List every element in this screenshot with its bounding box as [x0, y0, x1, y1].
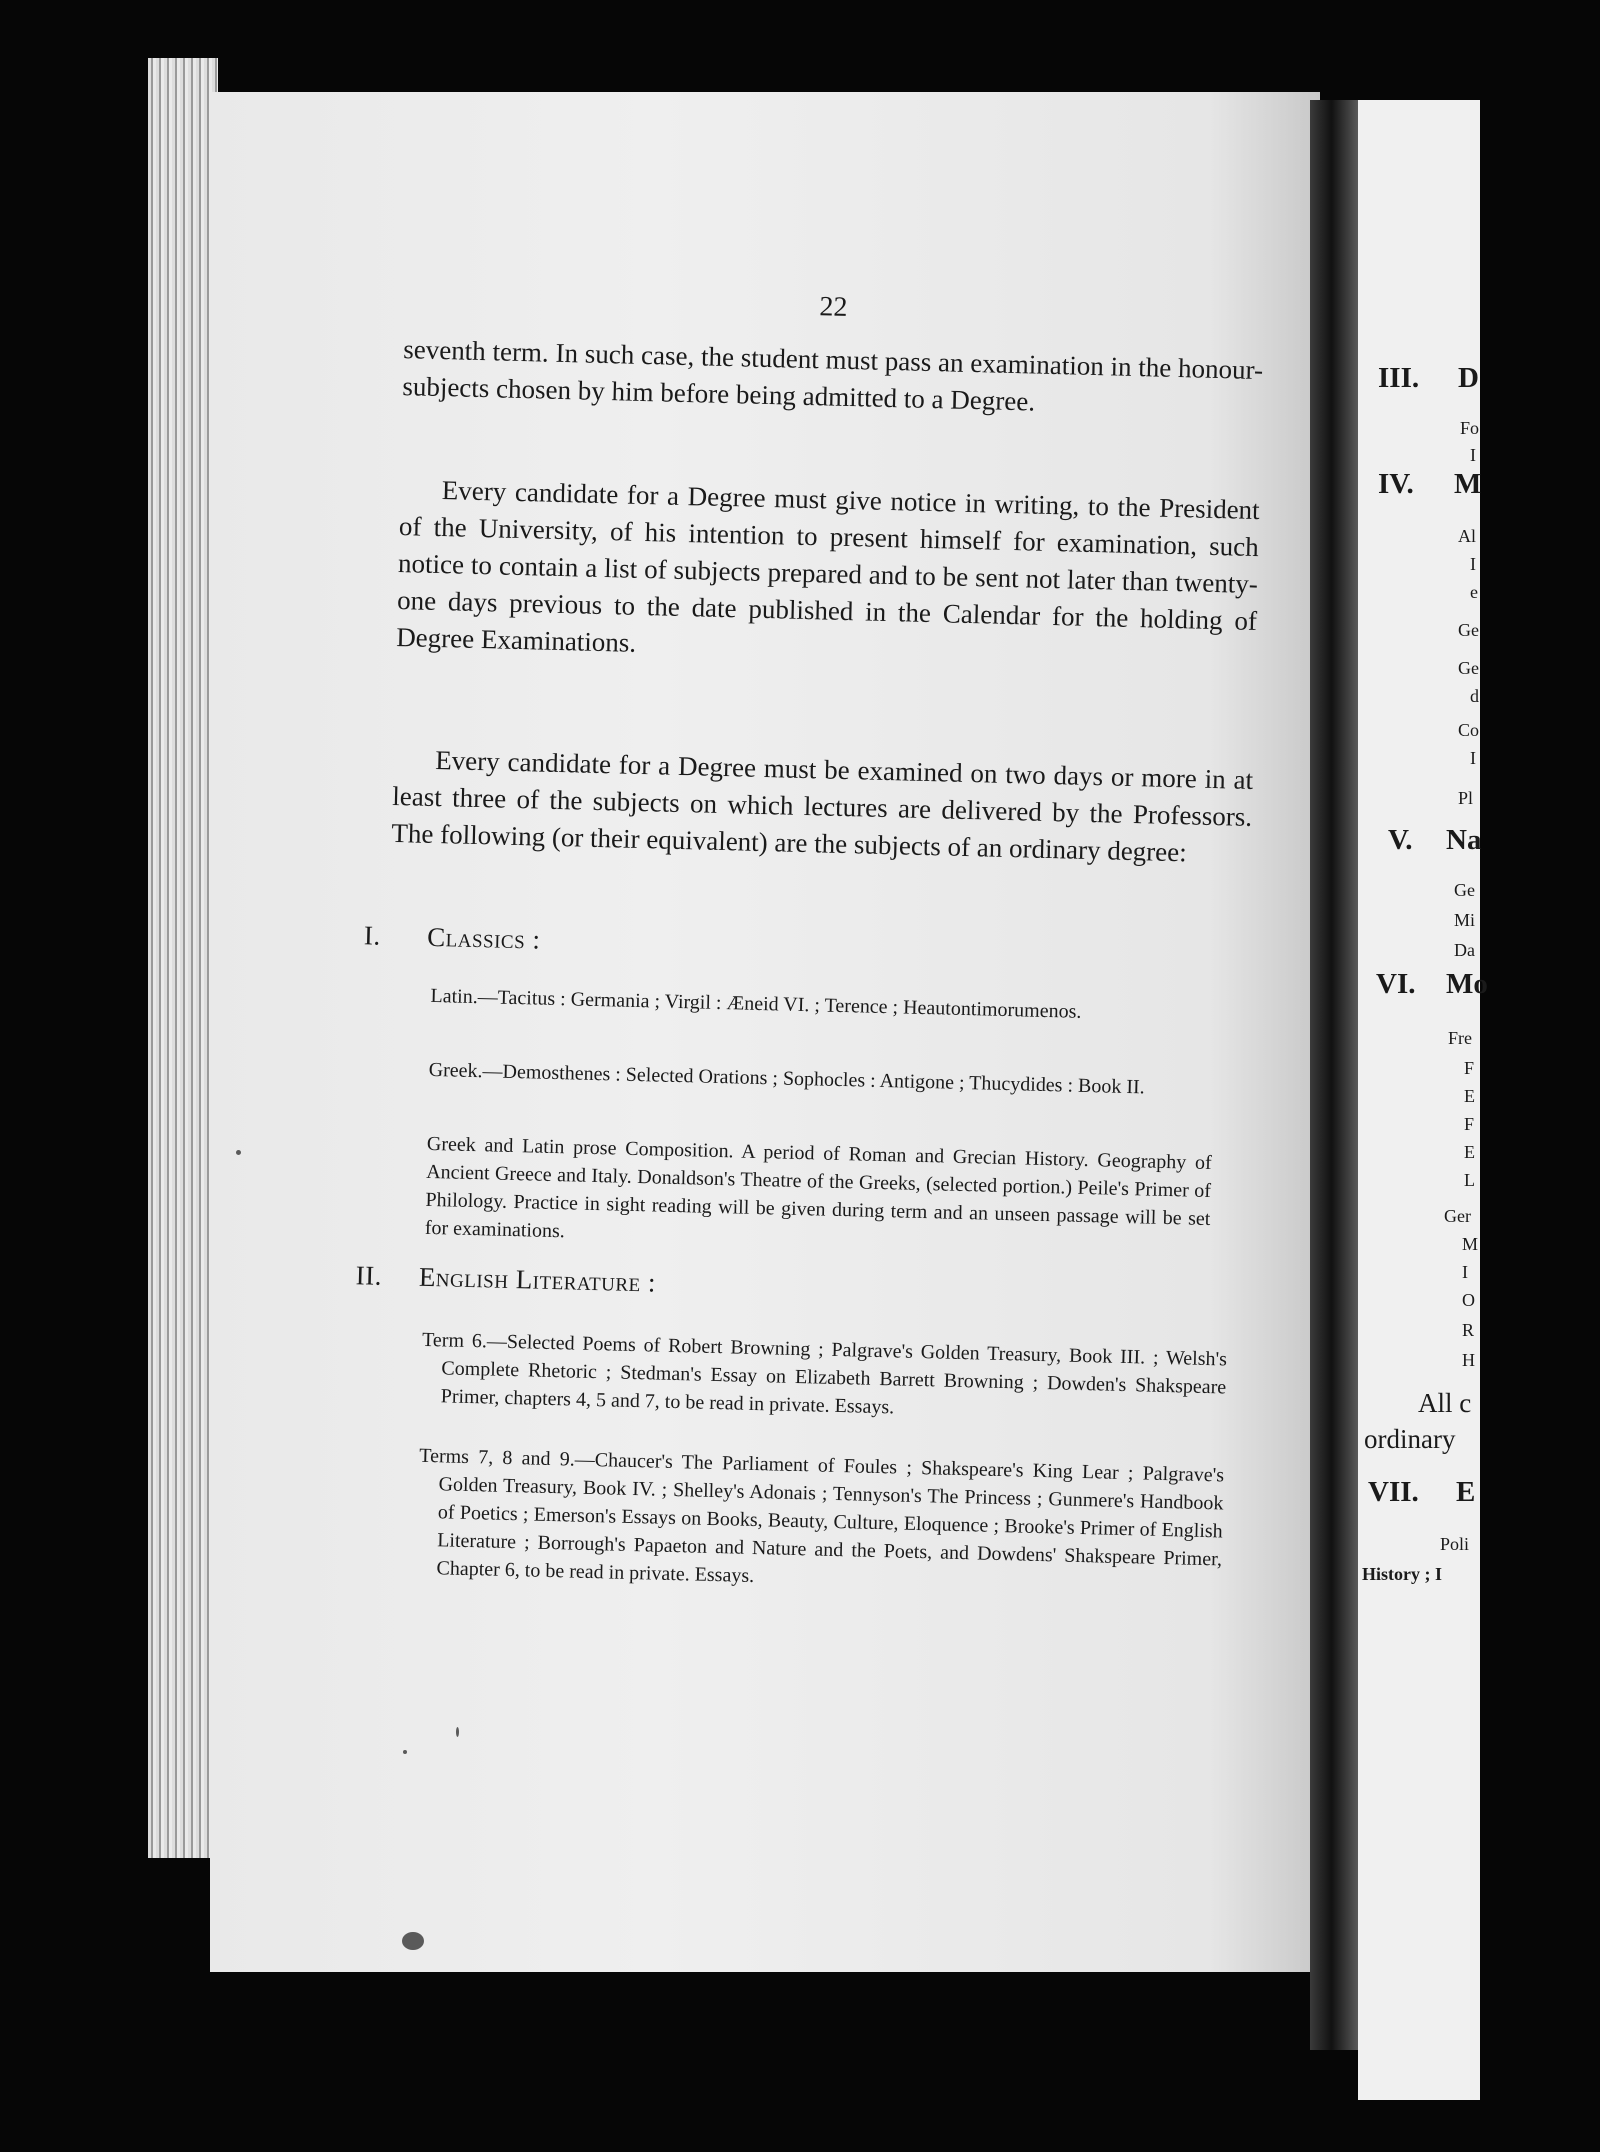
- facing-heading-title: Mo: [1446, 968, 1488, 1000]
- book-gutter: [1310, 100, 1358, 2050]
- facing-line: I: [1470, 554, 1476, 574]
- ink-speck: [403, 1750, 407, 1754]
- paragraph-notice: Every candidate for a Degree must give notice in writing, to the President of the University, of his intention to present himself for examination, such notice to contain a list of subjects prepared and to be sent not later than twenty-one days previous to the date published in the Calendar for the holding of Degree Examinations.: [395, 475, 1261, 658]
- facing-line: I: [1470, 748, 1476, 768]
- facing-line: R: [1462, 1320, 1475, 1340]
- section-heading-classics: [364, 920, 541, 955]
- page-edges: [148, 58, 218, 1858]
- facing-line: Fre: [1448, 1028, 1472, 1048]
- facing-line: E: [1464, 1086, 1475, 1106]
- facing-heading-num: III.: [1378, 362, 1420, 394]
- facing-line: M: [1462, 1234, 1479, 1254]
- facing-page: [1358, 100, 1488, 2100]
- paragraph-continuation: seventh term. In such case, the student must pass an examination in the honour-subjects chosen by him before being admitted to a Degree.: [402, 334, 1264, 417]
- facing-line: History ; I: [1362, 1564, 1442, 1584]
- facing-line: Pl: [1458, 788, 1474, 808]
- facing-line: F: [1464, 1114, 1475, 1134]
- facing-heading-title: E: [1456, 1476, 1476, 1508]
- section-title: English Literature :: [418, 1261, 657, 1298]
- paragraph-subjects: Every candidate for a Degree must be examined on two days or more in at least three of the subjects on which lectures are delivered by the Professors. The following (or their equivalent) are the subjects of an ordinary degree:: [391, 744, 1254, 868]
- facing-line: Da: [1454, 940, 1475, 960]
- facing-heading-title: D: [1458, 362, 1479, 394]
- facing-line: I: [1462, 1262, 1468, 1282]
- greek-item: Greek.—Demosthenes : Selected Orations ; Sophocles : Antigone ; Thucydides : Book II.: [428, 1058, 1145, 1099]
- terms-7-9-item: Terms 7, 8 and 9.—Chaucer's The Parliament of Foules ; Shakspeare's King Lear ; Palgrave's Golden Treasury, Book IV. ; Shelley's Adonais ; Tennyson's The Princess ; Gunmere's Handbook of Poetics ; Emerson's Essays on Books, Beauty, Culture, Eloquence ; Brooke's Primer of English Literature ; Borrough's Papaeton and Nature and the Poets, and Dowdens' Shakspeare Primer, Chapter 6, to be read in private. Essays.: [419, 1444, 1225, 1588]
- composition-item: Greek and Latin prose Composition. A period of Roman and Grecian History. Geography of Ancient Greece and Italy. Donaldson's Theatre of the Greeks, (selected portion.) Peile's Primer of Philology. Practice in sight reading will be given during term and an unseen passage will be set for examinations.: [424, 1132, 1212, 1243]
- facing-heading-num: VII.: [1368, 1476, 1419, 1508]
- facing-line: ordinary: [1364, 1424, 1456, 1454]
- facing-heading-num: VI.: [1376, 968, 1416, 1000]
- term-6-item: Term 6.—Selected Poems of Robert Browning ; Palgrave's Golden Treasury, Book III. ; Welsh's Complete Rhetoric ; Stedman's Essay on Elizabeth Barrett Browning ; Dowden's Shakspeare Primer, chapters 4, 5 and 7, to be read in private. Essays.: [421, 1328, 1228, 1419]
- facing-line: Al: [1458, 526, 1476, 546]
- facing-line: d: [1470, 686, 1479, 706]
- facing-line: Ge: [1458, 620, 1479, 640]
- facing-line: Ge: [1454, 880, 1475, 900]
- facing-line: H: [1462, 1350, 1475, 1370]
- facing-line: F: [1464, 1058, 1475, 1078]
- facing-line: I: [1470, 445, 1476, 465]
- facing-line: Co: [1458, 720, 1480, 740]
- facing-line: E: [1464, 1142, 1475, 1162]
- facing-heading-title: Na: [1446, 824, 1482, 856]
- facing-heading-num: V.: [1388, 824, 1413, 856]
- section-number: I.: [363, 920, 382, 951]
- ink-speck: [236, 1150, 241, 1155]
- ink-smudge: [402, 1932, 424, 1950]
- facing-line: All c: [1418, 1388, 1472, 1418]
- facing-line: Ger: [1444, 1206, 1471, 1226]
- facing-line: O: [1462, 1290, 1475, 1310]
- ink-speck: [456, 1727, 459, 1737]
- facing-line: Ge: [1458, 658, 1479, 678]
- facing-heading-num: IV.: [1378, 468, 1414, 500]
- facing-line: Fo: [1460, 418, 1480, 438]
- page-number: 22: [819, 291, 848, 323]
- facing-line: Poli: [1440, 1534, 1470, 1554]
- facing-heading-title: M: [1454, 468, 1482, 500]
- section-title: Classics :: [426, 921, 541, 955]
- facing-line: Mi: [1454, 910, 1476, 930]
- latin-item: Latin.—Tacitus : Germania ; Virgil : Æneid VI. ; Terence ; Heautontimorumenos.: [430, 984, 1082, 1023]
- section-number: II.: [355, 1260, 383, 1291]
- facing-line: e: [1470, 582, 1478, 602]
- facing-line: L: [1464, 1170, 1475, 1190]
